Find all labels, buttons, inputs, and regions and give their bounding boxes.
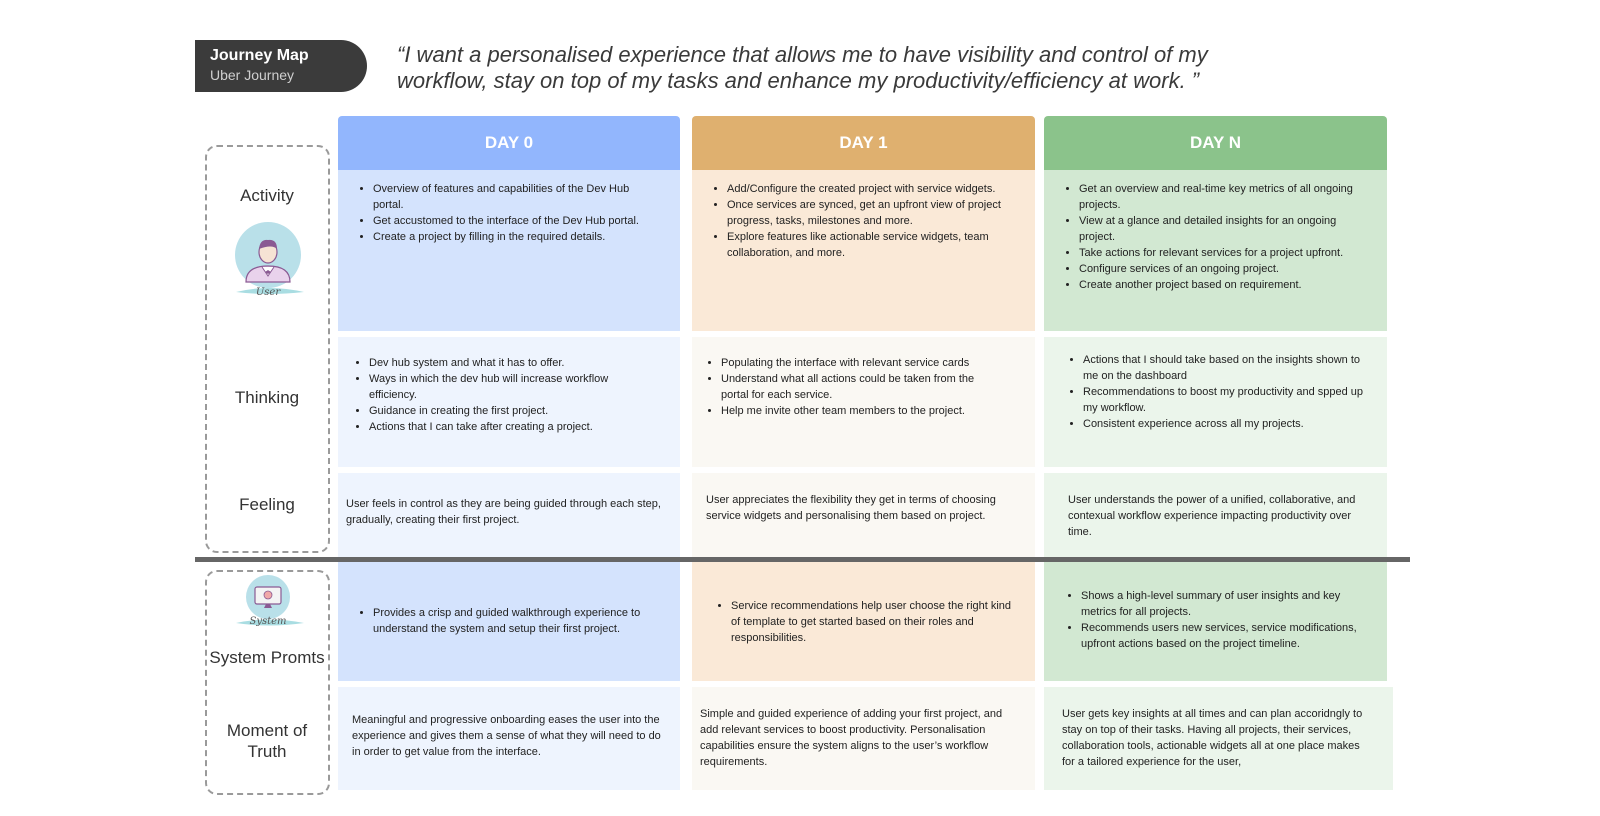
list-item: • Shows a high-level summary of user insights and key metrics for all projects. — [1081, 588, 1373, 620]
day-n-moment-cell — [1044, 687, 1393, 790]
list-item: • Recommendations to boost my productivity and spped up my workflow. — [1083, 384, 1373, 416]
quote-line-2: workflow, stay on top of my tasks and enhance my productivity/efficiency at work. ” — [397, 68, 1200, 93]
user-avatar — [226, 222, 310, 306]
column-header-day-0: DAY 0 — [338, 116, 680, 170]
day-0-thinking-cell — [338, 337, 680, 467]
day-n-moment-text: User gets key insights at all times and can plan accoridngly to stay on top of their tasks. Having all projects, their services, collaboration tools, actionable widgets all at one place makes for a tailored experience for the user, — [1062, 708, 1363, 768]
list-item: • Create another project based on requirement. — [1079, 277, 1367, 293]
day-0-moment-cell — [338, 687, 680, 790]
list-item: • Take actions for relevant services for a project upfront. — [1079, 245, 1367, 261]
list-item: • Guidance in creating the first project. — [369, 403, 640, 419]
day-n-thinking-cell — [1044, 337, 1387, 467]
list-item: • Service recommendations help user choose the right kind of template to get started based on their roles and responsibilities. — [731, 598, 1015, 646]
row-label-feeling: Feeling — [239, 495, 295, 514]
day-0-moment-text: Meaningful and progressive onboarding eases the user into the experience and gives them a sense of what they will need to do in order to get value from the interface. — [352, 714, 661, 758]
day-n-thinking-list — [1064, 352, 1373, 432]
day-0-system-cell — [338, 562, 680, 681]
day-1-activity-cell — [692, 170, 1035, 331]
row-label-activity: Activity — [240, 186, 294, 205]
user-persona-box — [205, 145, 330, 553]
list-item: • Understand what all actions could be taken from the portal for each service. — [721, 371, 995, 403]
day-1-activity-list — [708, 181, 1015, 261]
list-item: • Actions that I can take after creating a project. — [369, 419, 640, 435]
list-item: • Provides a crisp and guided walkthrough experience to understand the system and setup their first project. — [373, 605, 660, 637]
day-1-thinking-cell — [692, 337, 1035, 467]
list-item: • Once services are synced, get an upfront view of project progress, tasks, milestones and more. — [727, 197, 1015, 229]
day-1-moment-cell — [692, 687, 1035, 790]
day-n-system-list — [1062, 588, 1373, 652]
quote-line-1: “I want a personalised experience that allows me to have visibility and control of my — [397, 42, 1208, 67]
list-item: • Consistent experience across all my projects. — [1083, 416, 1373, 432]
list-item: • Populating the interface with relevant service cards — [721, 355, 995, 371]
list-item: • Recommends users new services, service modifications, upfront actions based on the project timeline. — [1081, 620, 1373, 652]
moment-label-line-1: Moment of — [226, 721, 308, 740]
list-item: • Add/Configure the created project with service widgets. — [727, 181, 1015, 197]
day-0-feeling-cell — [338, 473, 680, 557]
list-item: • View at a glance and detailed insights for an ongoing project. — [1079, 213, 1367, 245]
list-item: • Explore features like actionable service widgets, team collaboration, and more. — [727, 229, 1015, 261]
day-1-feeling-text: User appreciates the flexibility they get in terms of choosing service widgets and personalising them based on project. — [706, 494, 996, 522]
day-1-thinking-list — [702, 355, 995, 419]
badge-subtitle: Uber Journey — [210, 67, 295, 83]
list-item: • Actions that I should take based on the insights shown to me on the dashboard — [1083, 352, 1373, 384]
day-n-system-cell — [1044, 562, 1387, 681]
day-n-feeling-text: User understands the power of a unified, collaborative, and contexual workflow experience impacting productivity over time. — [1068, 494, 1356, 538]
day-1-system-cell — [692, 562, 1035, 681]
section-divider — [195, 557, 1410, 562]
row-label-system-prompts: System Promts — [209, 648, 325, 667]
day-1-moment-text: Simple and guided experience of adding your first project, and add relevant services to boost productivity. Personalisation capabilities ensure the system aligns to the user’s workflow requirements. — [700, 708, 1003, 768]
badge-title: Journey Map — [210, 47, 309, 64]
day-0-feeling-text: User feels in control as they are being guided through each step, gradually, creating their first project. — [346, 498, 661, 526]
column-header-day-1: DAY 1 — [692, 116, 1035, 170]
user-quote — [397, 42, 1397, 94]
day-1-feeling-cell — [692, 473, 1035, 557]
row-label-thinking: Thinking — [234, 388, 300, 407]
day-0-system-list — [354, 605, 660, 637]
list-item: • Create a project by filling in the required details. — [373, 229, 660, 245]
list-item: • Dev hub system and what it has to offer. — [369, 355, 640, 371]
list-item: • Overview of features and capabilities of the Dev Hub portal. — [373, 181, 660, 213]
list-item: • Get accustomed to the interface of the Dev Hub portal. — [373, 213, 660, 229]
row-label-moment-of-truth — [204, 720, 330, 762]
list-item: • Ways in which the dev hub will increase workflow efficiency. — [369, 371, 640, 403]
list-item: • Help me invite other team members to the project. — [721, 403, 995, 419]
moment-label-line-2: Truth — [247, 742, 287, 761]
day-1-system-list — [712, 598, 1015, 646]
column-header-day-n: DAY N — [1044, 116, 1387, 170]
monitor-icon — [226, 573, 310, 643]
day-0-activity-cell — [338, 170, 680, 331]
day-n-activity-list — [1060, 181, 1367, 293]
system-avatar — [226, 573, 310, 643]
user-persona-label: User — [255, 287, 281, 298]
list-item: • Get an overview and real-time key metrics of all ongoing projects. — [1079, 181, 1367, 213]
list-item: • Configure services of an ongoing project. — [1079, 261, 1367, 277]
journey-map-badge — [195, 40, 367, 92]
day-n-feeling-cell — [1044, 473, 1387, 557]
system-persona-label: System — [249, 616, 287, 627]
day-0-activity-list — [354, 181, 660, 245]
day-0-thinking-list — [350, 355, 640, 435]
day-n-activity-cell — [1044, 170, 1387, 331]
